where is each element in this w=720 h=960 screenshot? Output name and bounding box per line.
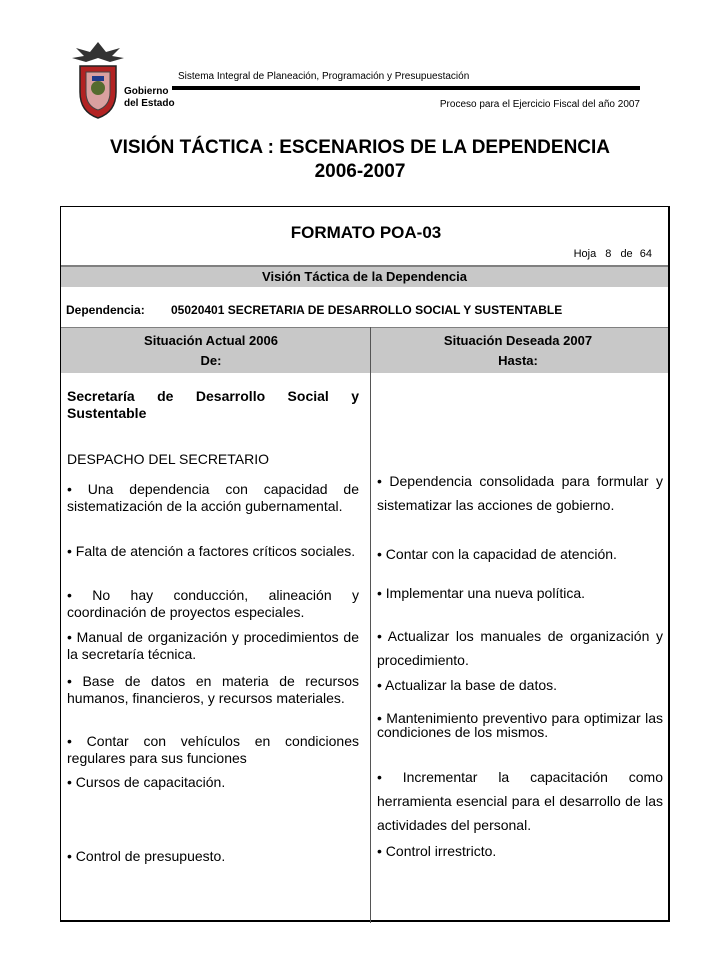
agency-heading: Secretaría de Desarrollo Social y Sustentable bbox=[67, 388, 359, 421]
section-title: Visión Táctica de la Dependencia bbox=[262, 269, 467, 284]
current-situation-title: Situación Actual 2006 bbox=[144, 333, 278, 348]
current-situation-sub: De: bbox=[200, 353, 222, 368]
list-item: • Cursos de capacitación. bbox=[67, 774, 226, 790]
list-item: • Actualizar la base de datos. bbox=[377, 677, 558, 693]
page-title bbox=[0, 136, 720, 184]
list-item: • Control irrestricto. bbox=[377, 843, 497, 859]
system-title: Sistema Integral de Planeación, Programación y Presupuestación bbox=[178, 71, 470, 82]
list-item: • No hay conducción, alineación y coordinación de proyectos especiales. bbox=[67, 587, 359, 620]
desired-situation-header bbox=[368, 331, 668, 371]
dependency-label: Dependencia: bbox=[66, 303, 145, 317]
page-title-line2: 2006-2007 bbox=[314, 161, 406, 182]
list-item: • Contar con vehículos en condiciones regulares para sus funciones bbox=[67, 733, 359, 766]
sheet-of: de bbox=[620, 248, 633, 260]
tactical-vision-form bbox=[60, 206, 670, 922]
list-item: • Implementar una nueva política. bbox=[377, 585, 586, 601]
header-rule bbox=[172, 86, 640, 90]
dependency-row bbox=[66, 301, 666, 319]
sheet-total: 64 bbox=[639, 248, 652, 260]
list-item: • Incrementar la capacitación como herramienta esencial para el desarrollo de las actividades del personal. bbox=[377, 769, 663, 833]
sheet-indicator bbox=[574, 248, 652, 260]
office-heading: DESPACHO DEL SECRETARIO bbox=[67, 451, 270, 467]
section-title-band bbox=[61, 265, 668, 287]
sheet-number: 8 bbox=[605, 248, 612, 260]
list-item: • Contar con la capacidad de atención. bbox=[377, 546, 617, 562]
form-code: FORMATO POA-03 bbox=[290, 223, 442, 242]
desired-situation-title: Situación Deseada 2007 bbox=[443, 333, 593, 348]
list-item: • Una dependencia con capacidad de sistematización de la acción gubernamental. bbox=[67, 481, 359, 514]
fiscal-year-note: Proceso para el Ejercicio Fiscal del año 2007 bbox=[439, 99, 640, 110]
desired-situation-sub: Hasta: bbox=[498, 353, 538, 368]
column-divider bbox=[370, 327, 371, 923]
government-line1: Gobierno bbox=[124, 86, 169, 97]
list-item: • Actualizar los manuales de organización y procedimiento. bbox=[377, 628, 663, 668]
column-header-band bbox=[61, 327, 668, 373]
list-item: • Control de presupuesto. bbox=[67, 848, 226, 864]
list-item: • Dependencia consolidada para formular y sistematizar las acciones de gobierno. bbox=[377, 473, 663, 513]
current-situation-header bbox=[61, 331, 361, 371]
government-label bbox=[124, 86, 175, 110]
list-item: • Manual de organización y procedimientos de la secretaría técnica. bbox=[67, 629, 359, 662]
list-item: • Base de datos en materia de recursos humanos, financieros, y recursos materiales. bbox=[67, 673, 359, 706]
sheet-label: Hoja bbox=[573, 248, 597, 260]
page-title-line1: VISIÓN TÁCTICA : ESCENARIOS DE LA DEPENDENCIA bbox=[109, 137, 611, 158]
list-item: • Falta de atención a factores críticos sociales. bbox=[67, 543, 356, 559]
state-coat-of-arms-icon bbox=[70, 40, 126, 120]
list-item: • Mantenimiento preventivo para optimizar las condiciones de los mismos. bbox=[377, 710, 663, 740]
government-line2: del Estado bbox=[124, 98, 175, 109]
dependency-value: 05020401 SECRETARIA DE DESARROLLO SOCIAL Y SUSTENTABLE bbox=[171, 303, 563, 317]
